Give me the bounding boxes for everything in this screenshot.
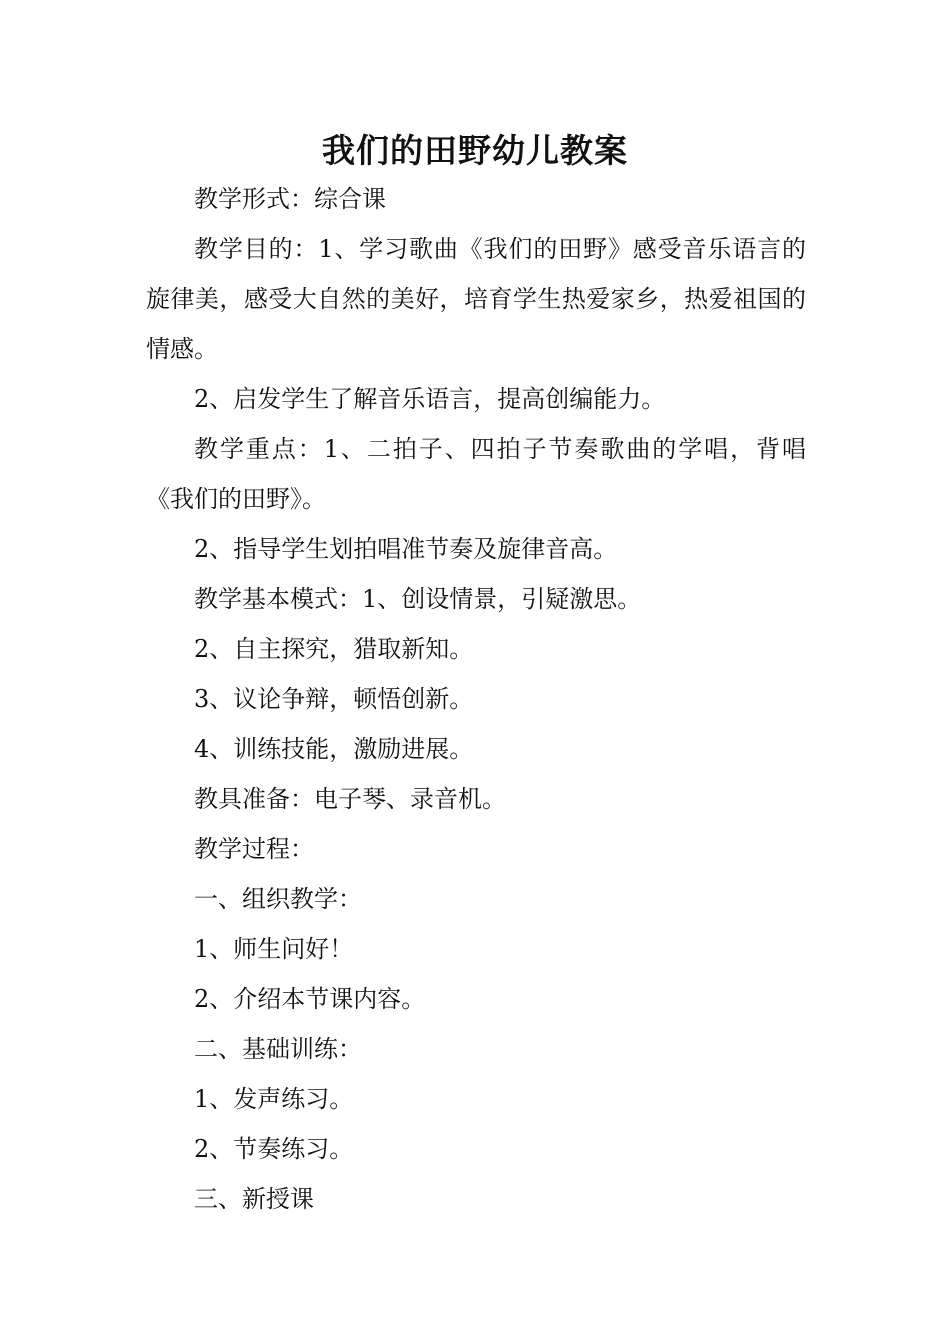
document-body [146,174,806,1224]
paragraph-teaching-aids: 教具准备：电子琴、录音机。 [194,785,506,813]
paragraph-basic-mode: 教学基本模式：1、创设情景，引疑激思。 [194,585,642,613]
list-item-rhythm-practice: 2、节奏练习。 [194,1135,354,1163]
section-heading-basic-training: 二、基础训练： [194,1035,362,1063]
paragraph-mode-2: 2、自主探究，猎取新知。 [194,635,474,663]
paragraph-teaching-form: 教学形式：综合课 [194,185,386,213]
paragraph-process-heading: 教学过程： [194,835,314,863]
paragraph-key-points: 教学重点：1、二拍子、四拍子节奏歌曲的学唱，背唱《我们的田野》。 [146,435,806,513]
paragraph-mode-3: 3、议论争辩，顿悟创新。 [194,685,474,713]
list-item-vocal-practice: 1、发声练习。 [194,1085,354,1113]
list-item-greeting: 1、师生问好！ [194,935,354,963]
paragraph-mode-4: 4、训练技能，激励进展。 [194,735,474,763]
list-item-introduce: 2、介绍本节课内容。 [194,985,426,1013]
paragraph-goal-2: 2、启发学生了解音乐语言，提高创编能力。 [194,385,666,413]
paragraph-teaching-goal: 教学目的：1、学习歌曲《我们的田野》感受音乐语言的旋律美，感受大自然的美好，培育学生热爱家乡，热爱祖国的情感。 [146,235,806,363]
section-heading-new-lesson: 三、新授课 [194,1185,314,1213]
document-title: 我们的田野幼儿教案 [322,131,628,170]
paragraph-key-points-2: 2、指导学生划拍唱准节奏及旋律音高。 [194,535,618,563]
section-heading-organize: 一、组织教学： [194,885,362,913]
